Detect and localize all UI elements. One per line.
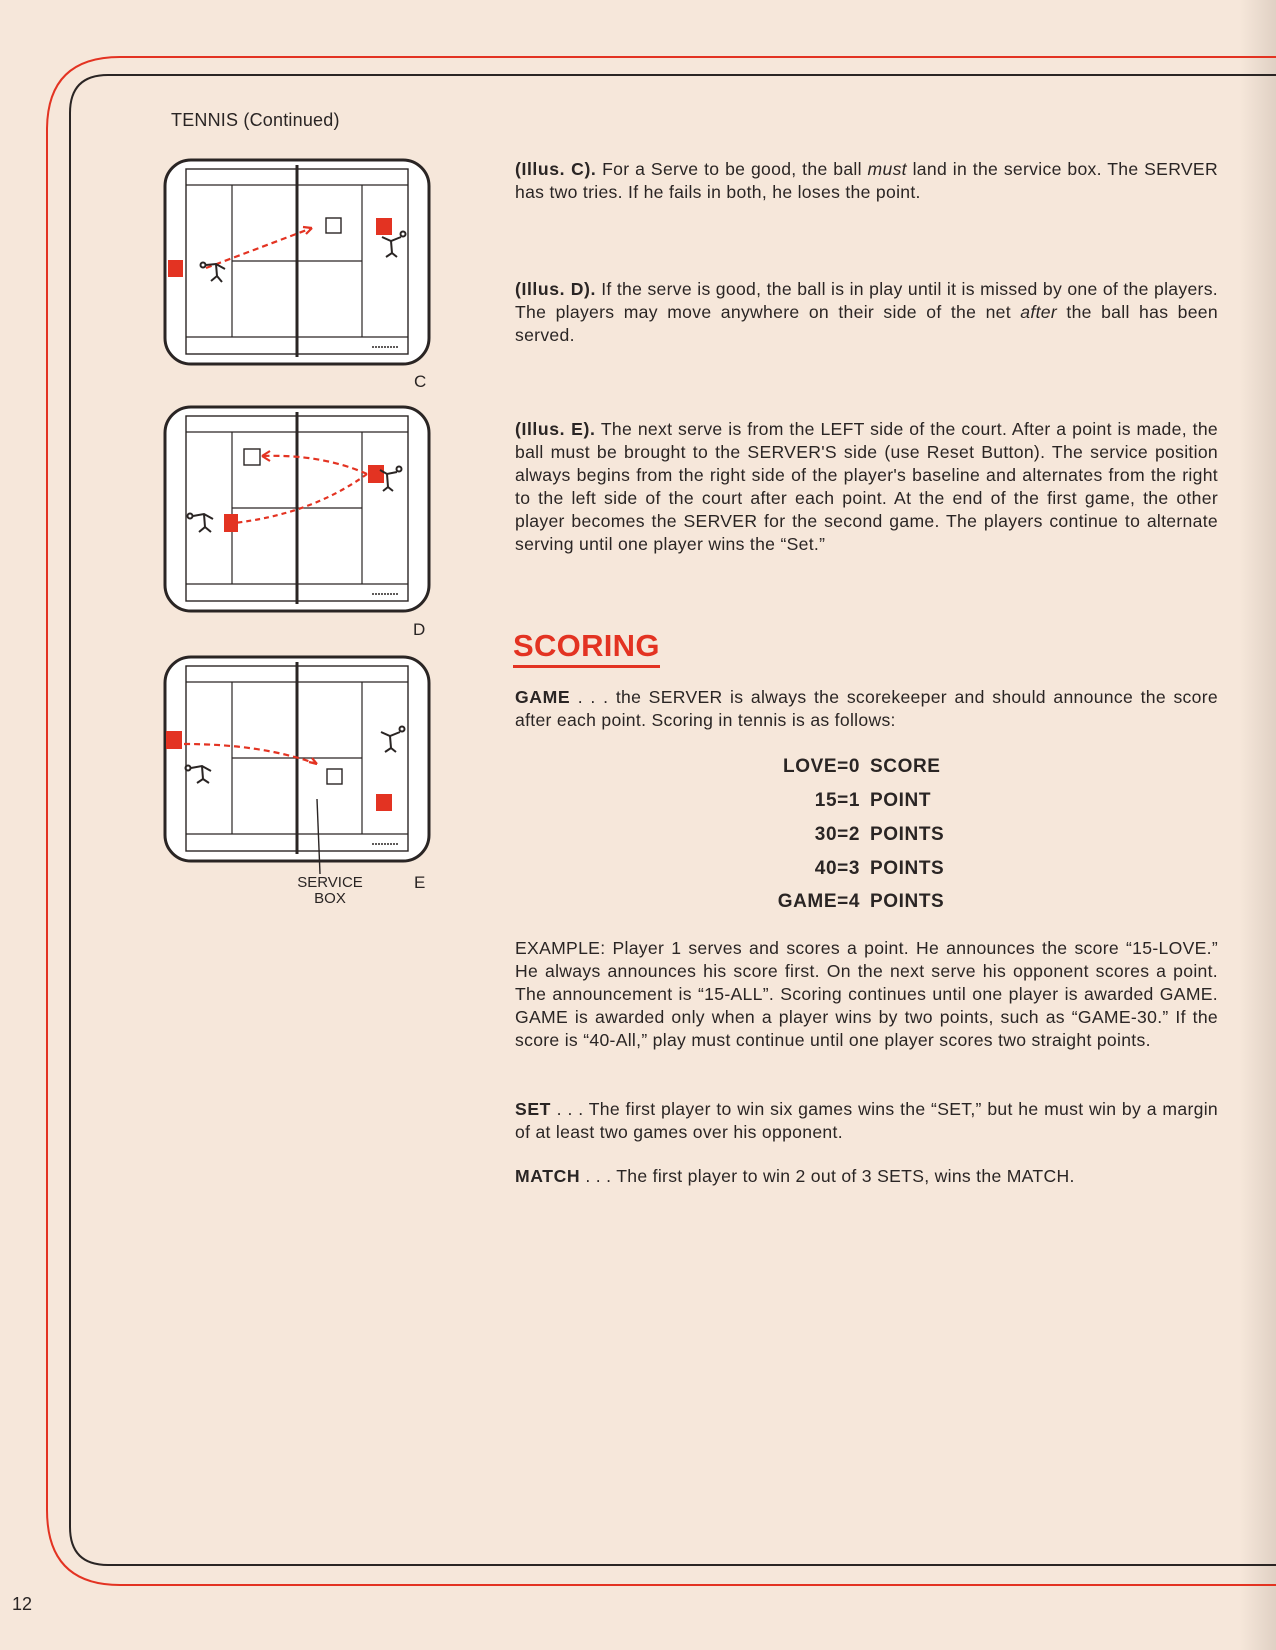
- paragraph-illus-c: [515, 158, 1218, 204]
- score-right-0: SCORE: [870, 756, 941, 777]
- set-text: . . . The first player to win six games wins the “SET,” but he must win by a margin of at least two games over his opponent.: [515, 1099, 1218, 1142]
- game-text: . . . the SERVER is always the scorekeeper and should announce the score after each point. Scoring in tennis is as follows:: [515, 687, 1218, 730]
- scoring-heading: SCORING: [513, 628, 660, 668]
- illus-c-text-a: For a Serve to be good, the ball: [602, 159, 862, 179]
- page-number: 12: [12, 1594, 33, 1614]
- service-box-line1: SERVICE: [297, 874, 363, 891]
- illus-c-text-b: land in the service box. The SERVER has two tries. If he fails in both, he loses the point.: [515, 159, 1218, 202]
- illustration-c: [162, 157, 432, 382]
- paragraph-set: [515, 1098, 1218, 1144]
- paragraph-game: [515, 686, 1218, 732]
- illus-d-lead: (Illus. D).: [515, 279, 596, 299]
- score-right-1: POINT: [870, 790, 932, 811]
- illus-d-text-a: If the serve is good, the ball is in play until it is missed by one of the players. The players may move anywhere on their side of the net: [515, 279, 1218, 322]
- illustration-d: [162, 404, 432, 629]
- illus-c-lead: (Illus. C).: [515, 159, 597, 179]
- match-lead: MATCH: [515, 1166, 581, 1186]
- illus-c-emphasis: must: [867, 159, 907, 179]
- section-title: TENNIS (Continued): [171, 110, 340, 130]
- set-lead: SET: [515, 1099, 552, 1119]
- service-box-line2: BOX: [314, 890, 346, 907]
- score-left-1: 15=1: [814, 790, 860, 811]
- example-text: EXAMPLE: Player 1 serves and scores a point. He announces the score “15-LOVE.” He always announces his score first. On the next serve his opponent scores a point. The announcement is “15-ALL”. Scoring continues until one player is awarded GAME. GAME is awarded only when a player wins by two points, such as “GAME-30.” If the score is “40-All,” play must continue until one player scores two straight points.: [515, 938, 1218, 1050]
- illustration-c-label: C: [414, 372, 427, 391]
- paragraph-illus-d: [515, 278, 1218, 347]
- illustration-e-label: E: [414, 873, 426, 892]
- score-left-3: 40=3: [814, 858, 860, 879]
- score-right-4: POINTS: [870, 891, 945, 912]
- illus-d-emphasis: after: [1020, 302, 1058, 322]
- score-left-4: GAME=4: [777, 891, 860, 912]
- illus-e-text: The next serve is from the LEFT side of the court. After a point is made, the ball must be brought to the SERVER'S side (use Reset Button). The service position always begins from the right side of the player's baseline and alternates from the right to the left side of the court after each point. At the end of the first game, the other player becomes the SERVER for the second game. The players continue to alternate serving until one player wins the “Set.”: [515, 419, 1218, 554]
- illus-d-text-b: the ball has been served.: [515, 302, 1218, 345]
- score-right-3: POINTS: [870, 858, 945, 879]
- illus-e-lead: (Illus. E).: [515, 419, 596, 439]
- paragraph-example: [515, 937, 1218, 1052]
- illustration-d-label: D: [413, 620, 426, 639]
- illustration-e: [162, 654, 432, 879]
- score-left-2: 30=2: [814, 824, 860, 845]
- paragraph-illus-e: [515, 418, 1218, 556]
- game-lead: GAME: [515, 687, 571, 707]
- match-text: . . . The first player to win 2 out of 3 SETS, wins the MATCH.: [585, 1166, 1075, 1186]
- paragraph-match: [515, 1165, 1218, 1188]
- score-right-2: POINTS: [870, 824, 945, 845]
- service-box-label: [290, 875, 370, 907]
- score-left-0: LOVE=0: [783, 756, 860, 777]
